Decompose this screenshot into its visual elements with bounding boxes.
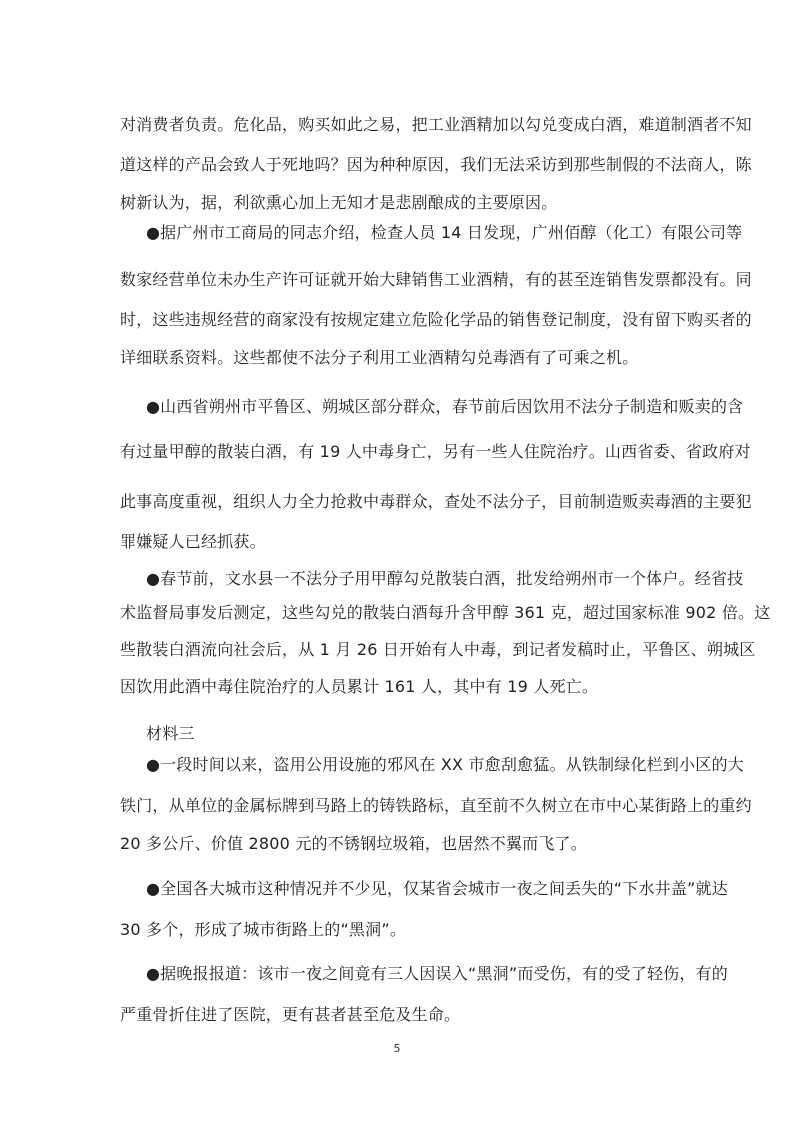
text-line: 些散装白酒流向社会后，从 1 月 26 日开始有人中毒，到记者发稿时止，平鲁区、朔城区 bbox=[120, 640, 756, 659]
paragraph-bullet-line: ●据晚报报道：该市一夜之间竟有三人因误入“黑洞”而受伤，有的受了轻伤，有的 bbox=[146, 964, 728, 983]
text-line: 树新认为，据，利欲熏心加上无知才是悲剧酿成的主要原因。 bbox=[120, 193, 558, 212]
paragraph-bullet-line: ●春节前，文水县一不法分子用甲醇勾兑散装白酒，批发给朔州市一个体户。经省技 bbox=[146, 569, 744, 588]
text-line: 罪嫌疑人已经抓获。 bbox=[120, 532, 266, 551]
text-line: 道这样的产品会致人于死地吗？因为种种原因，我们无法采访到那些制假的不法商人，陈 bbox=[120, 155, 752, 174]
text-line: 此事高度重视，组织人力全力抢救中毒群众，查处不法分子，目前制造贩卖毒酒的主要犯 bbox=[120, 492, 752, 511]
paragraph-bullet-line: ●据广州市工商局的同志介绍，检查人员 14 日发现，广州佰醇（化工）有限公司等 bbox=[146, 223, 743, 242]
section-heading: 材料三 bbox=[146, 724, 195, 743]
text-line: 因饮用此酒中毒住院治疗的人员累计 161 人，其中有 19 人死亡。 bbox=[120, 677, 599, 696]
text-line: 数家经营单位未办生产许可证就开始大肆销售工业酒精，有的甚至连销售发票都没有。同 bbox=[120, 270, 752, 289]
paragraph-bullet-line: ●山西省朔州市平鲁区、朔城区部分群众，春节前后因饮用不法分子制造和贩卖的含 bbox=[146, 397, 744, 416]
text-line: 20 多公斤、价值 2800 元的不锈钢垃圾箱，也居然不翼而飞了。 bbox=[120, 834, 587, 853]
paragraph-bullet-line: ●全国各大城市这种情况并不少见，仅某省会城市一夜之间丢失的“下水井盖”就达 bbox=[146, 879, 728, 898]
text-line: 时，这些违规经营的商家没有按规定建立危险化学品的销售登记制度，没有留下购买者的 bbox=[120, 310, 752, 329]
text-line: 术监督局事发后测定，这些勾兑的散装白酒每升含甲醇 361 克，超过国家标准 902 倍。这 bbox=[120, 603, 771, 622]
paragraph-bullet-line: ●一段时间以来，盗用公用设施的邪风在 XX 市愈刮愈猛。从铁制绿化栏到小区的大 bbox=[146, 755, 744, 774]
text-line: 严重骨折住进了医院，更有甚者甚至危及生命。 bbox=[120, 1005, 461, 1024]
text-line: 对消费者负责。危化品，购买如此之易，把工业酒精加以勾兑变成白酒，难道制酒者不知 bbox=[120, 115, 752, 134]
text-line: 详细联系资料。这些都使不法分子利用工业酒精勾兑毒酒有了可乘之机。 bbox=[120, 348, 639, 367]
page-number: 5 bbox=[393, 1042, 401, 1055]
text-line: 30 多个，形成了城市街路上的“黑洞”。 bbox=[120, 920, 407, 939]
text-line: 铁门，从单位的金属标牌到马路上的铸铁路标，直至前不久树立在市中心某街路上的重约 bbox=[120, 796, 752, 815]
text-line: 有过量甲醇的散装白酒，有 19 人中毒身亡，另有一些人住院治疗。山西省委、省政府对 bbox=[120, 442, 751, 461]
